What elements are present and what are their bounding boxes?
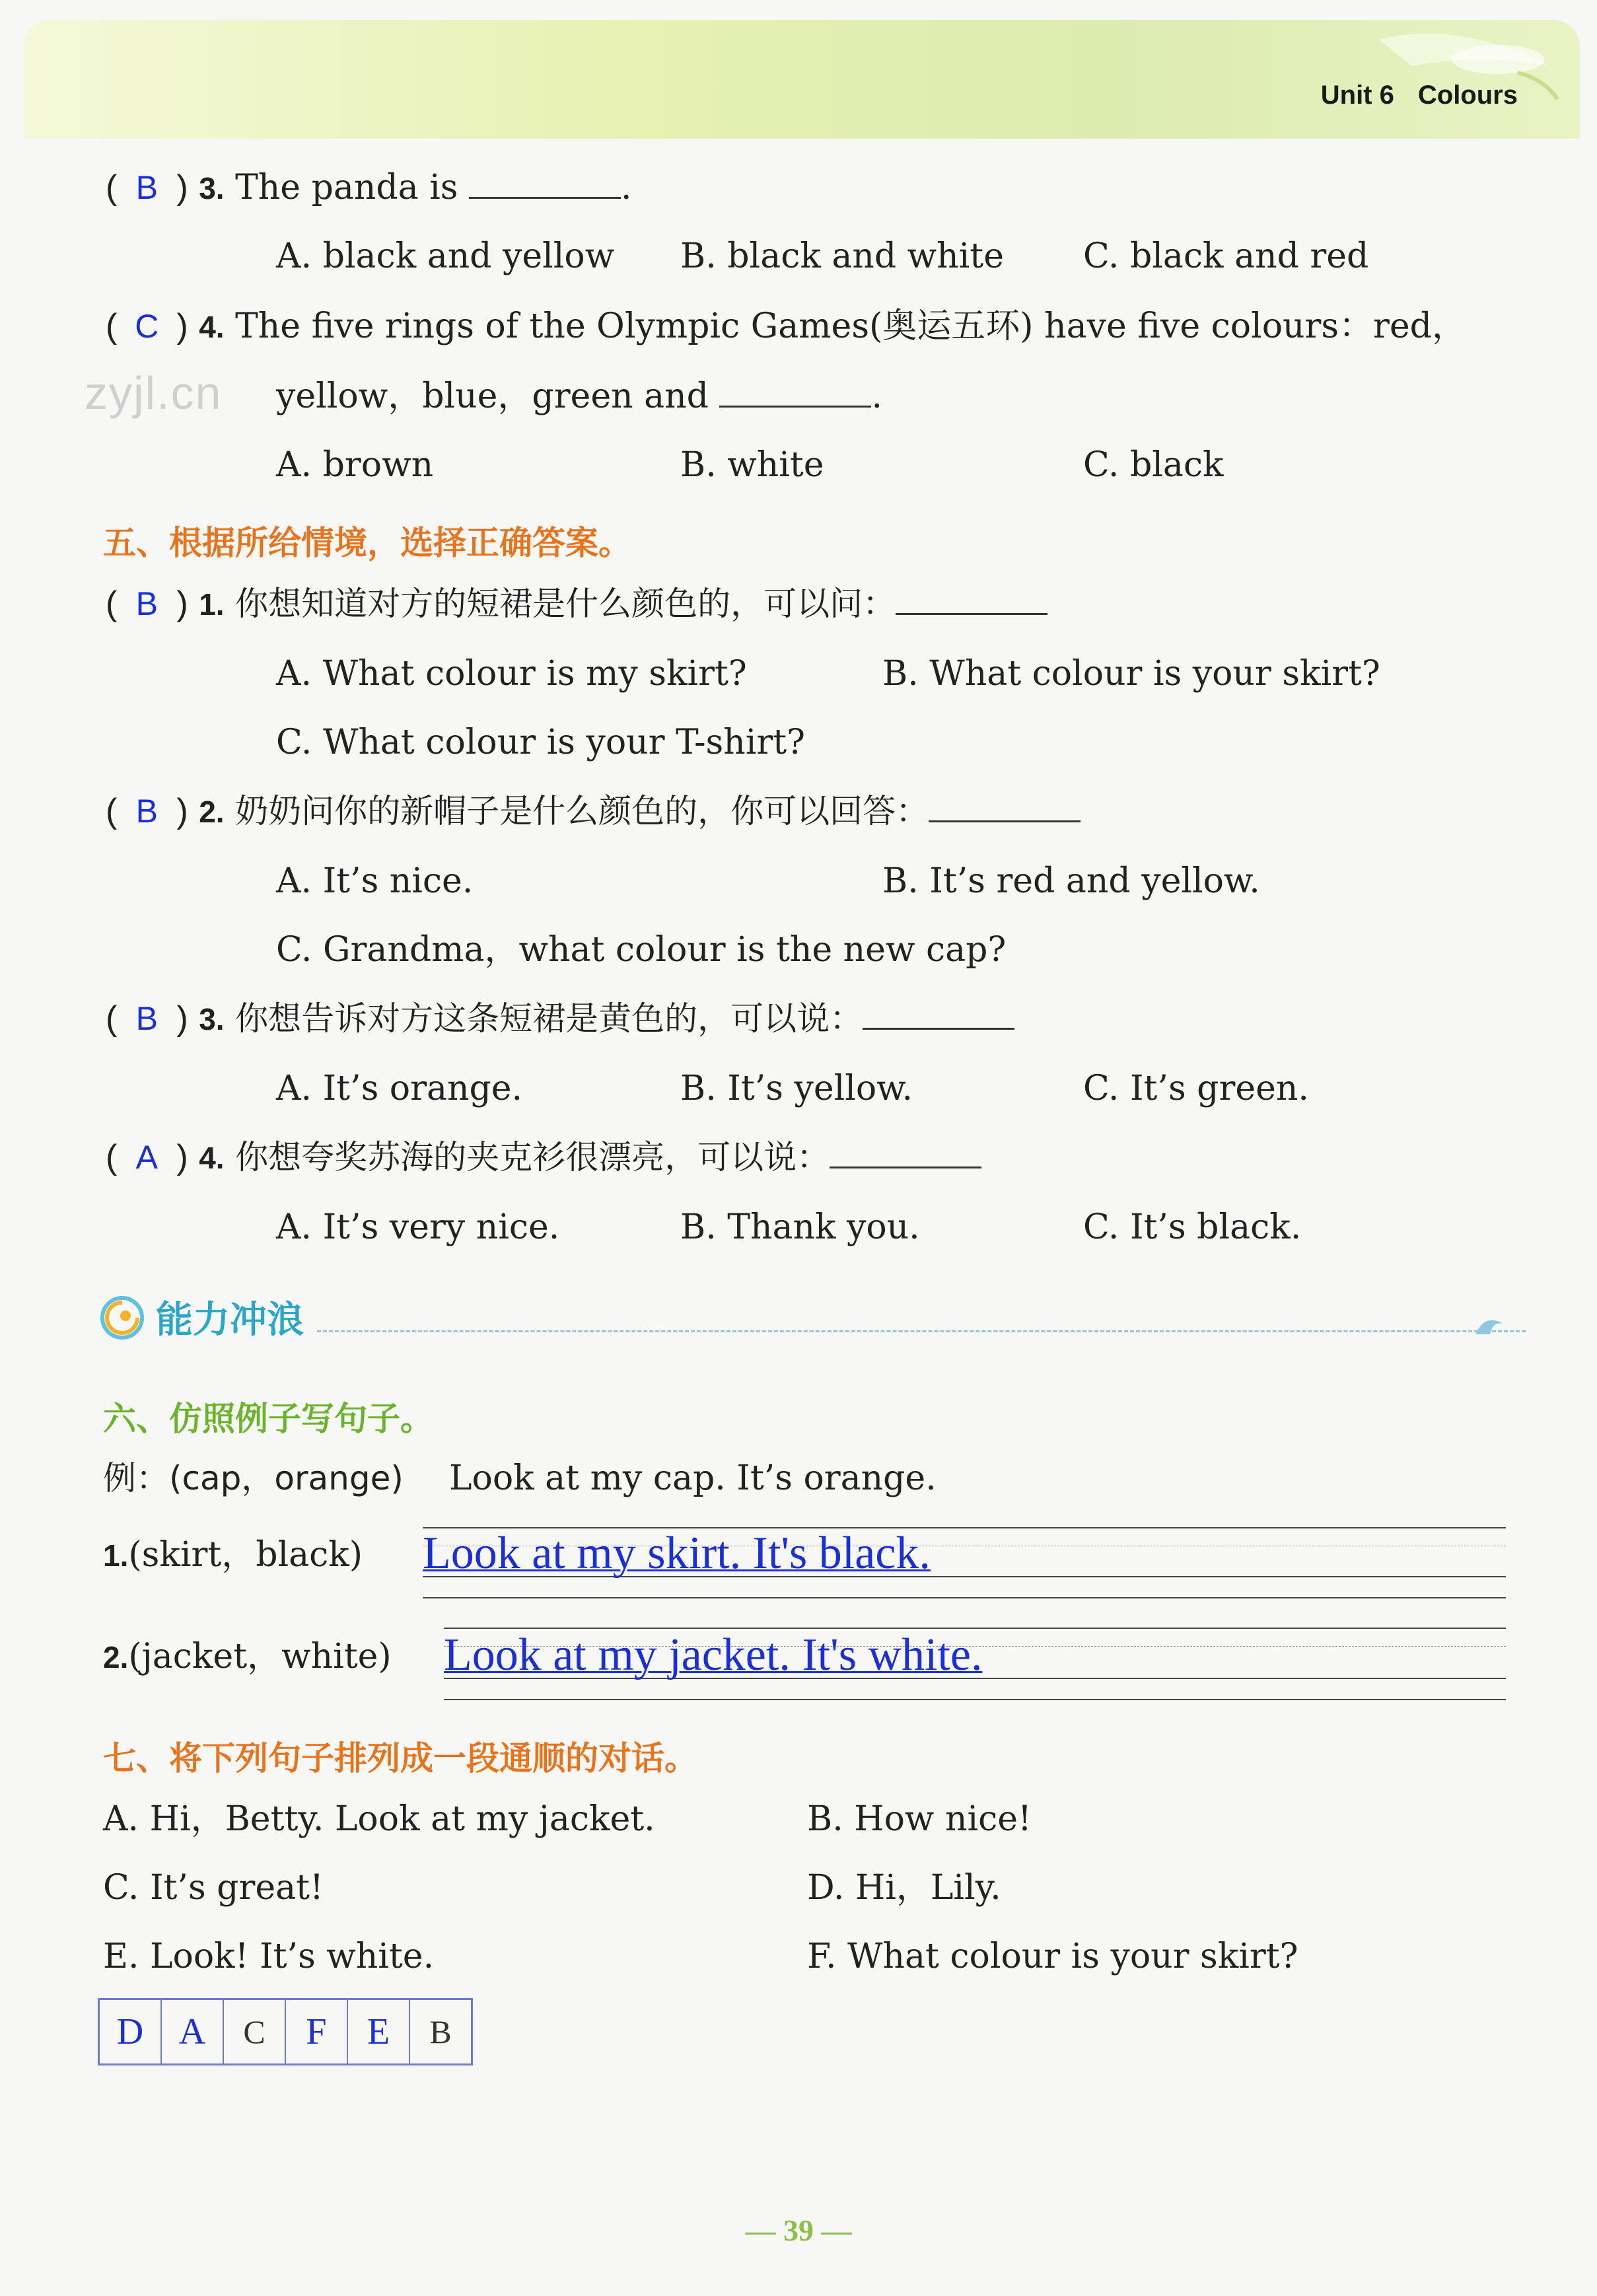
dialogue-item-c: C. It’s great! bbox=[103, 1868, 324, 1908]
q6-2-handwritten-answer: Look at my jacket. It's white. bbox=[444, 1630, 983, 1680]
q5-2-option-c: C. Grandma，what colour is the new cap? bbox=[276, 930, 1007, 970]
q4-3-stem: The panda is bbox=[235, 168, 458, 207]
q6-2-prompt-row bbox=[103, 1639, 392, 1674]
q5-3-option-c: C. It’s green. bbox=[1083, 1069, 1309, 1108]
q5-4-option-b: B. Thank you. bbox=[680, 1207, 920, 1247]
q5-4-blank bbox=[830, 1160, 981, 1168]
q4-3-option-a: A. black and yellow bbox=[276, 236, 615, 276]
q4-3-number: 3. bbox=[199, 171, 225, 205]
q4-4-stem-line1: The five rings of the Olympic Games(奥运五环) have five colours：red， bbox=[235, 306, 1466, 346]
q5-1-option-a: A. What colour is my skirt? bbox=[276, 654, 747, 694]
unit-title bbox=[1321, 81, 1518, 110]
q4-3-answer: B bbox=[135, 169, 158, 206]
q6-2-prompt: (jacket，white) bbox=[128, 1637, 392, 1676]
q5-1-number: 1. bbox=[199, 587, 225, 622]
q5-4-option-a: A. It’s very nice. bbox=[276, 1207, 560, 1247]
q5-1-blank bbox=[896, 606, 1047, 615]
dialogue-item-a: A. Hi，Betty. Look at my jacket. bbox=[103, 1799, 655, 1839]
q5-2-answer: B bbox=[135, 793, 158, 830]
q6-1-prompt: (skirt，black) bbox=[128, 1535, 363, 1575]
q5-3-option-a: A. It’s orange. bbox=[276, 1069, 523, 1108]
q5-2-blank bbox=[929, 814, 1081, 822]
q4-4-row: ( C ) 4. The five rings of the Olympic Games(奥运五环) have five colours：red， bbox=[106, 306, 1466, 346]
order-cell-5: E bbox=[348, 2000, 410, 2063]
answer-order-grid bbox=[98, 1998, 473, 2065]
dialogue-item-e: E. Look! It’s white. bbox=[103, 1937, 435, 1976]
q5-3-stem: 你想告诉对方这条短裙是黄色的，可以说： bbox=[235, 999, 863, 1038]
q5-4-stem: 你想夸奖苏海的夹克衫很漂亮，可以说： bbox=[235, 1138, 830, 1176]
q4-4-number: 4. bbox=[199, 310, 225, 344]
q5-1-stem: 你想知道对方的短裙是什么颜色的，可以问： bbox=[235, 585, 896, 623]
q4-4-end: . bbox=[871, 377, 882, 416]
swirl-icon bbox=[99, 1295, 145, 1341]
order-cell-3: C bbox=[224, 2000, 286, 2063]
q4-4-answer: C bbox=[135, 308, 159, 345]
writing-line-2d bbox=[444, 1699, 1506, 1700]
q5-3-number: 3. bbox=[199, 1002, 225, 1036]
q4-4-stem-line2-row bbox=[276, 377, 882, 416]
q5-4-number: 4. bbox=[199, 1141, 225, 1175]
order-cell-2: A bbox=[162, 2000, 224, 2063]
q5-1-option-c: C. What colour is your T-shirt? bbox=[276, 723, 805, 762]
q5-3-answer: B bbox=[135, 1000, 158, 1037]
q5-2-row: ( B ) 2. 奶奶问你的新帽子是什么颜色的，你可以回答： bbox=[106, 794, 1081, 828]
order-cell-6: B bbox=[429, 2013, 452, 2050]
ability-banner bbox=[99, 1288, 1506, 1341]
q5-3-option-b: B. It’s yellow. bbox=[680, 1069, 913, 1108]
q5-2-number: 2. bbox=[199, 795, 225, 829]
wave-icon bbox=[1473, 1310, 1506, 1337]
q4-3-option-c: C. black and red bbox=[1083, 236, 1369, 276]
header-band bbox=[24, 20, 1580, 139]
q6-1-handwritten-answer: Look at my skirt. It's black. bbox=[423, 1528, 931, 1579]
section7-title: 七、将下列句子排列成一段通顺的对话。 bbox=[103, 1739, 697, 1777]
q5-1-answer: B bbox=[135, 585, 158, 622]
q5-2-option-b: B. It’s red and yellow. bbox=[882, 861, 1260, 901]
order-cell-1: D bbox=[100, 2000, 162, 2063]
unit-name: Colours bbox=[1417, 81, 1518, 110]
q5-1-option-b: B. What colour is your skirt? bbox=[882, 654, 1380, 694]
q4-4-blank bbox=[719, 399, 871, 408]
q5-4-row: ( A ) 4. 你想夸奖苏海的夹克衫很漂亮，可以说： bbox=[106, 1140, 981, 1174]
example-row bbox=[103, 1461, 404, 1495]
example-label: 例：(cap，orange) bbox=[103, 1459, 404, 1497]
example-text: Look at my cap. It’s orange. bbox=[449, 1458, 937, 1498]
ability-title: 能力冲浪 bbox=[156, 1299, 304, 1342]
q4-3-end: . bbox=[621, 168, 632, 207]
watermark: zyjl.cn bbox=[85, 367, 223, 419]
q4-4-option-c: C. black bbox=[1083, 445, 1224, 485]
q6-2-number: 2. bbox=[103, 1640, 129, 1674]
q4-4-stem-line2: yellow，blue，green and bbox=[276, 377, 709, 416]
q6-1-prompt-row bbox=[103, 1535, 363, 1575]
order-cell-4: F bbox=[286, 2000, 348, 2063]
q4-3-row: ( B ) 3. The panda is . bbox=[106, 168, 632, 207]
q5-2-option-a: A. It’s nice. bbox=[276, 861, 474, 901]
q4-4-option-b: B. white bbox=[680, 445, 824, 485]
q5-4-answer: A bbox=[135, 1139, 158, 1176]
section6-title: 六、仿照例子写句子。 bbox=[103, 1400, 433, 1438]
dialogue-item-f: F. What colour is your skirt? bbox=[807, 1937, 1298, 1976]
unit-label: Unit 6 bbox=[1320, 81, 1394, 110]
q4-3-blank bbox=[469, 190, 621, 199]
q5-4-option-c: C. It’s black. bbox=[1083, 1207, 1302, 1247]
writing-line-1d bbox=[423, 1597, 1506, 1598]
q5-3-row: ( B ) 3. 你想告诉对方这条短裙是黄色的，可以说： bbox=[106, 1001, 1014, 1036]
section5-title: 五、根据所给情境，选择正确答案。 bbox=[103, 524, 631, 562]
q4-4-option-a: A. brown bbox=[276, 445, 434, 485]
q5-2-stem: 奶奶问你的新帽子是什么颜色的，你可以回答： bbox=[235, 792, 929, 830]
q6-1-number: 1. bbox=[103, 1538, 129, 1573]
dialogue-item-d: D. Hi，Lily. bbox=[807, 1868, 1001, 1908]
q5-1-row: ( B ) 1. 你想知道对方的短裙是什么颜色的，可以问： bbox=[106, 587, 1047, 621]
dialogue-item-b: B. How nice! bbox=[807, 1799, 1032, 1839]
page-number: — 39 — bbox=[745, 2213, 852, 2247]
q4-3-option-b: B. black and white bbox=[680, 236, 1004, 276]
ability-divider bbox=[317, 1330, 1526, 1332]
q5-3-blank bbox=[863, 1021, 1014, 1030]
